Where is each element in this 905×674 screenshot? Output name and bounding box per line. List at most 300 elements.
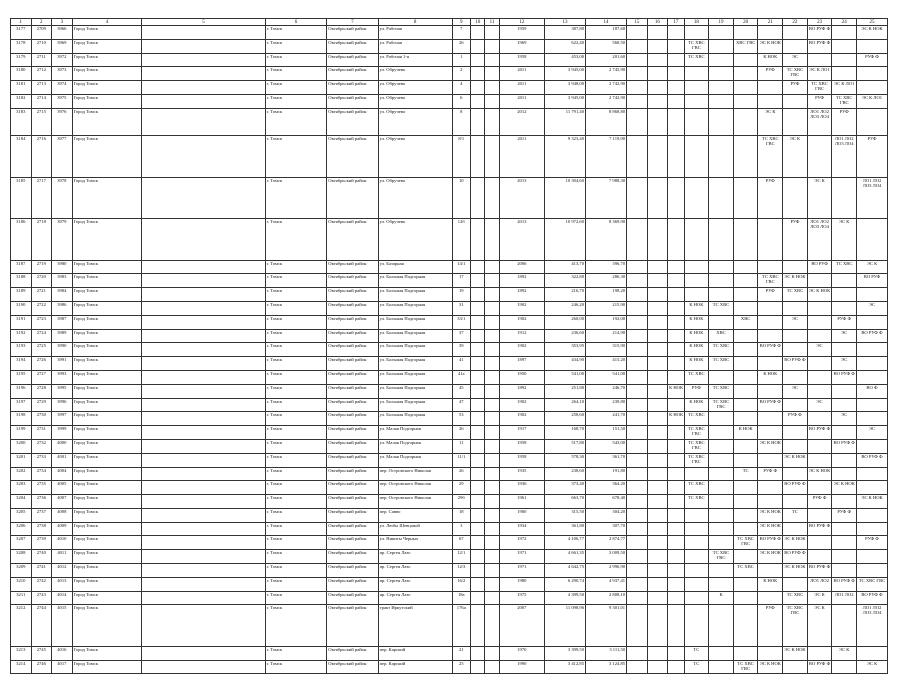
table-row: [11, 550, 888, 564]
table-cell: 2 745,90: [586, 67, 627, 81]
table-cell: Город Томск: [72, 467, 142, 481]
table-cell: К НОК: [684, 329, 709, 343]
table-cell: 33/1: [452, 315, 470, 329]
table-cell: г. Томск: [265, 288, 327, 302]
table-cell: [668, 315, 684, 329]
table-cell: г. Томск: [265, 136, 327, 177]
table-cell: 3203: [11, 481, 32, 495]
table-cell: 2722: [31, 301, 52, 315]
table-cell: [627, 288, 648, 302]
table-cell: [142, 481, 265, 495]
table-cell: [627, 481, 648, 495]
table-cell: ЭС К НОК: [783, 564, 808, 578]
table-cell: [471, 81, 485, 95]
table-cell: [485, 136, 499, 177]
table-cell: [668, 370, 684, 384]
table-cell: [142, 274, 265, 288]
table-cell: Город Томск: [72, 564, 142, 578]
table-cell: [471, 508, 485, 522]
table-cell: [485, 329, 499, 343]
table-cell: [832, 288, 857, 302]
table-cell: [471, 343, 485, 357]
table-cell: [668, 177, 684, 218]
table-cell: 4 399,50: [544, 591, 585, 605]
table-cell: 1972: [499, 536, 544, 550]
table-cell: [709, 67, 734, 81]
table-cell: пр. Сергея Лазо: [378, 591, 452, 605]
table-cell: К НОК: [733, 426, 758, 440]
table-cell: 17: [452, 274, 470, 288]
table-cell: 4 106,77: [544, 536, 585, 550]
table-cell: [832, 605, 857, 646]
column-number-cell: 9: [452, 19, 470, 26]
table-cell: [733, 274, 758, 288]
table-cell: 1958: [499, 53, 544, 67]
table-cell: 192,00: [586, 315, 627, 329]
table-cell: ТС ХВС: [684, 481, 709, 495]
table-cell: 214,90: [586, 329, 627, 343]
table-cell: [647, 495, 668, 509]
table-cell: 4011: [52, 550, 73, 564]
table-cell: [758, 453, 783, 467]
table-cell: 2727: [31, 370, 52, 384]
table-cell: 2733: [31, 453, 52, 467]
column-number-cell: 2: [31, 19, 52, 26]
table-cell: [647, 81, 668, 95]
table-cell: Октябрьский район: [327, 591, 378, 605]
table-cell: [709, 577, 734, 591]
table-cell: Октябрьский район: [327, 94, 378, 108]
table-cell: [857, 315, 888, 329]
table-cell: [142, 26, 265, 40]
table-row: [11, 577, 888, 591]
table-cell: [807, 550, 832, 564]
table-cell: [627, 605, 648, 646]
table-cell: Октябрьский район: [327, 426, 378, 440]
table-cell: [647, 426, 668, 440]
table-cell: [857, 646, 888, 660]
table-cell: К НОК: [684, 301, 709, 315]
table-cell: Город Томск: [72, 370, 142, 384]
table-cell: [485, 260, 499, 274]
table-cell: [857, 398, 888, 412]
table-cell: [668, 453, 684, 467]
table-cell: ЭС: [832, 412, 857, 426]
table-cell: 3 412,85: [544, 660, 585, 674]
table-cell: 3983: [52, 274, 73, 288]
table-cell: [142, 329, 265, 343]
table-cell: [485, 467, 499, 481]
table-cell: г. Томск: [265, 67, 327, 81]
table-cell: [783, 108, 808, 136]
table-cell: 246,20: [544, 301, 585, 315]
table-cell: К НОК: [668, 412, 684, 426]
table-cell: 1934: [499, 522, 544, 536]
table-cell: 3200: [11, 439, 32, 453]
table-cell: ул. Большая Подгорная: [378, 398, 452, 412]
table-cell: [807, 136, 832, 177]
table-cell: Город Томск: [72, 357, 142, 371]
table-cell: [758, 426, 783, 440]
table-cell: [709, 94, 734, 108]
table-cell: [684, 591, 709, 605]
table-cell: 3206: [11, 522, 32, 536]
table-cell: [857, 81, 888, 95]
table-cell: ТС ХВС ГВС: [684, 453, 709, 467]
table-cell: ул. Малая Подгорная: [378, 426, 452, 440]
table-cell: Город Томск: [72, 53, 142, 67]
table-cell: 4 661,35: [544, 550, 585, 564]
table-cell: [485, 646, 499, 660]
table-cell: 2011: [499, 67, 544, 81]
table-cell: [668, 53, 684, 67]
table-cell: 2715: [31, 108, 52, 136]
table-cell: [709, 81, 734, 95]
table-cell: 1902: [499, 398, 544, 412]
table-cell: 2743: [31, 591, 52, 605]
table-cell: 315,90: [586, 343, 627, 357]
table-cell: 361,80: [544, 522, 585, 536]
table-cell: 29б: [452, 495, 470, 509]
table-cell: РУФ Ф: [832, 508, 857, 522]
table-cell: [471, 26, 485, 40]
table-cell: 307,70: [586, 522, 627, 536]
table-cell: 260,00: [544, 315, 585, 329]
table-cell: [647, 412, 668, 426]
table-cell: [471, 481, 485, 495]
table-cell: ул. Обручева: [378, 177, 452, 218]
table-cell: [783, 398, 808, 412]
table-cell: 3188: [11, 274, 32, 288]
table-cell: пер. Островского Николая: [378, 481, 452, 495]
table-cell: [647, 660, 668, 674]
table-cell: [627, 94, 648, 108]
table-cell: [857, 219, 888, 260]
table-cell: ЭС К НОК: [783, 274, 808, 288]
table-cell: [668, 39, 684, 53]
table-cell: [471, 384, 485, 398]
table-cell: 4015: [52, 605, 73, 646]
table-cell: [807, 384, 832, 398]
table-row: [11, 398, 888, 412]
column-number-cell: 12: [499, 19, 544, 26]
table-cell: 3975: [52, 94, 73, 108]
table-cell: 2725: [31, 343, 52, 357]
table-cell: Октябрьский район: [327, 301, 378, 315]
table-cell: 238,60: [544, 467, 585, 481]
table-cell: [857, 439, 888, 453]
table-cell: пер. Савво: [378, 508, 452, 522]
table-cell: Октябрьский район: [327, 467, 378, 481]
table-cell: 151,50: [586, 426, 627, 440]
table-cell: ВО РУФ: [857, 274, 888, 288]
table-cell: [471, 591, 485, 605]
table-cell: 1917: [499, 426, 544, 440]
table-cell: [471, 94, 485, 108]
table-cell: Октябрьский район: [327, 315, 378, 329]
table-cell: [485, 81, 499, 95]
table-cell: [668, 274, 684, 288]
table-cell: 387,80: [544, 26, 585, 40]
table-cell: [758, 315, 783, 329]
table-cell: Октябрьский район: [327, 384, 378, 398]
table-cell: [668, 591, 684, 605]
table-cell: 4016: [52, 646, 73, 660]
table-cell: [832, 564, 857, 578]
table-cell: 1: [452, 53, 470, 67]
table-cell: [709, 646, 734, 660]
table-cell: ТС ХВС ГВС: [709, 550, 734, 564]
table-cell: 39: [452, 343, 470, 357]
table-row: [11, 288, 888, 302]
table-cell: ЭС К НОК: [758, 660, 783, 674]
table-cell: [733, 260, 758, 274]
table-cell: [471, 453, 485, 467]
table-cell: 3214: [11, 660, 32, 674]
table-cell: Октябрьский район: [327, 260, 378, 274]
table-cell: [627, 564, 648, 578]
table-cell: 258,60: [544, 412, 585, 426]
table-cell: [733, 177, 758, 218]
table-cell: [807, 536, 832, 550]
table-cell: [709, 564, 734, 578]
table-cell: ул. Обручева: [378, 219, 452, 260]
housing-registry-table: [10, 18, 888, 674]
table-cell: [142, 177, 265, 218]
table-cell: 2714: [31, 94, 52, 108]
table-cell: Город Томск: [72, 219, 142, 260]
table-cell: [647, 301, 668, 315]
table-cell: г. Томск: [265, 522, 327, 536]
table-cell: 2741: [31, 564, 52, 578]
table-cell: [485, 550, 499, 564]
table-cell: ЭС: [807, 343, 832, 357]
table-cell: ул. Обручева: [378, 81, 452, 95]
table-cell: [684, 564, 709, 578]
column-number-cell: 6: [265, 19, 327, 26]
table-cell: 4009: [52, 522, 73, 536]
table-cell: ЭС К НОК: [783, 453, 808, 467]
table-cell: 2734: [31, 467, 52, 481]
column-number-cell: 10: [471, 19, 485, 26]
table-cell: ул. Большая Подгорная: [378, 315, 452, 329]
table-cell: РУФ: [783, 219, 808, 260]
table-cell: [627, 495, 648, 509]
table-cell: [471, 288, 485, 302]
table-cell: 1900: [499, 508, 544, 522]
table-cell: 18: [452, 508, 470, 522]
table-cell: [485, 343, 499, 357]
table-cell: ВО РУФ Ф: [807, 426, 832, 440]
table-cell: Город Томск: [72, 646, 142, 660]
table-cell: ул. Рабочая: [378, 39, 452, 53]
table-cell: К НОК: [668, 384, 684, 398]
table-cell: [142, 536, 265, 550]
column-number-cell: 21: [758, 19, 783, 26]
table-cell: ул. Обручева: [378, 108, 452, 136]
table-cell: 2746: [31, 660, 52, 674]
table-cell: [471, 108, 485, 136]
table-cell: 413,70: [544, 260, 585, 274]
table-cell: [684, 522, 709, 536]
table-cell: [647, 53, 668, 67]
table-cell: 3210: [11, 577, 32, 591]
table-cell: Октябрьский район: [327, 646, 378, 660]
table-cell: ТС ХВС ГВС: [832, 94, 857, 108]
table-cell: 2013: [499, 177, 544, 218]
table-cell: 3192: [11, 329, 32, 343]
table-cell: ВО РУФ Ф: [807, 660, 832, 674]
table-cell: Город Томск: [72, 439, 142, 453]
table-cell: 2713: [31, 81, 52, 95]
table-cell: [684, 536, 709, 550]
table-cell: [733, 301, 758, 315]
table-cell: [807, 453, 832, 467]
table-cell: К НОК: [684, 343, 709, 357]
table-cell: [485, 453, 499, 467]
table-cell: [647, 315, 668, 329]
table-cell: 3190: [11, 301, 32, 315]
table-cell: 3202: [11, 467, 32, 481]
table-cell: [709, 136, 734, 177]
table-cell: [471, 564, 485, 578]
table-row: [11, 67, 888, 81]
table-cell: [668, 108, 684, 136]
table-cell: [832, 467, 857, 481]
table-cell: [684, 577, 709, 591]
table-cell: [647, 26, 668, 40]
table-cell: [832, 39, 857, 53]
table-cell: [471, 136, 485, 177]
table-cell: 3181: [11, 81, 32, 95]
table-cell: г. Томск: [265, 467, 327, 481]
table-cell: 2013: [499, 219, 544, 260]
table-cell: [684, 219, 709, 260]
table-cell: РУФ: [783, 81, 808, 95]
table-cell: [471, 67, 485, 81]
table-cell: г. Томск: [265, 646, 327, 660]
table-cell: 10 304,60: [544, 177, 585, 218]
table-cell: 4012: [52, 564, 73, 578]
table-cell: г. Томск: [265, 564, 327, 578]
table-cell: [471, 39, 485, 53]
table-cell: [857, 508, 888, 522]
table-cell: 8/1: [452, 136, 470, 177]
table-cell: [709, 288, 734, 302]
table-cell: [832, 384, 857, 398]
table-cell: 2731: [31, 426, 52, 440]
table-cell: [142, 453, 265, 467]
table-cell: К НОК: [684, 398, 709, 412]
table-cell: [783, 260, 808, 274]
table-cell: ВО РУФ Ф: [807, 39, 832, 53]
table-cell: 3996: [52, 398, 73, 412]
table-cell: 3974: [52, 81, 73, 95]
table-cell: ВО РУФ Ф: [783, 481, 808, 495]
table-cell: [142, 39, 265, 53]
table-cell: [142, 81, 265, 95]
table-row: [11, 495, 888, 509]
table-cell: [485, 301, 499, 315]
table-cell: [142, 426, 265, 440]
table-cell: ТС ХВС ГВС: [783, 605, 808, 646]
table-cell: Город Томск: [72, 94, 142, 108]
table-cell: [709, 177, 734, 218]
table-cell: 4013: [52, 577, 73, 591]
table-cell: [733, 550, 758, 564]
table-cell: [857, 564, 888, 578]
table-cell: [668, 357, 684, 371]
table-cell: [485, 177, 499, 218]
table-cell: Город Томск: [72, 67, 142, 81]
table-cell: 3209: [11, 564, 32, 578]
table-cell: [733, 219, 758, 260]
table-cell: 1912: [499, 329, 544, 343]
table-cell: пр. Сергея Лазо: [378, 564, 452, 578]
table-cell: 4017: [52, 660, 73, 674]
table-cell: [857, 288, 888, 302]
table-cell: г. Томск: [265, 39, 327, 53]
table-cell: [471, 660, 485, 674]
table-cell: ул. Никиты Черных: [378, 536, 452, 550]
table-cell: [627, 453, 648, 467]
table-cell: [647, 398, 668, 412]
table-cell: [783, 495, 808, 509]
table-cell: 11 791,40: [544, 108, 585, 136]
table-cell: ТС ХВС: [783, 591, 808, 605]
column-number-cell: 25: [857, 19, 888, 26]
table-cell: 1892: [499, 384, 544, 398]
table-cell: ВО РУФ Ф: [832, 370, 857, 384]
table-cell: [627, 315, 648, 329]
table-row: [11, 439, 888, 453]
table-cell: [627, 426, 648, 440]
table-cell: ЭС К: [807, 177, 832, 218]
table-cell: ВО РУФ Ф: [832, 577, 857, 591]
table-cell: [807, 357, 832, 371]
table-row: [11, 646, 888, 660]
table-cell: 1902: [499, 301, 544, 315]
table-cell: [668, 343, 684, 357]
table-cell: ЭС К НОК: [758, 39, 783, 53]
table-row: [11, 94, 888, 108]
table-cell: 2718: [31, 219, 52, 260]
table-cell: [832, 26, 857, 40]
table-cell: 578,30: [544, 453, 585, 467]
table-cell: 47: [452, 398, 470, 412]
table-cell: ЭС К НОК: [783, 536, 808, 550]
table-cell: 541,00: [544, 370, 585, 384]
table-cell: [758, 646, 783, 660]
table-cell: ул. Рабочая 1-я: [378, 53, 452, 67]
table-cell: ЭС К НОК: [758, 522, 783, 536]
table-cell: [758, 301, 783, 315]
table-cell: [807, 315, 832, 329]
table-cell: ВО Ф: [857, 384, 888, 398]
table-cell: [783, 94, 808, 108]
table-cell: 2730: [31, 412, 52, 426]
table-cell: ЭС К: [807, 591, 832, 605]
table-cell: [709, 412, 734, 426]
table-cell: 3 945,00: [544, 94, 585, 108]
column-number-cell: 20: [733, 19, 758, 26]
table-cell: [733, 370, 758, 384]
column-number-cell: 17: [668, 19, 684, 26]
table-cell: Октябрьский район: [327, 329, 378, 343]
table-cell: [471, 646, 485, 660]
table-cell: [142, 412, 265, 426]
table-cell: [142, 591, 265, 605]
